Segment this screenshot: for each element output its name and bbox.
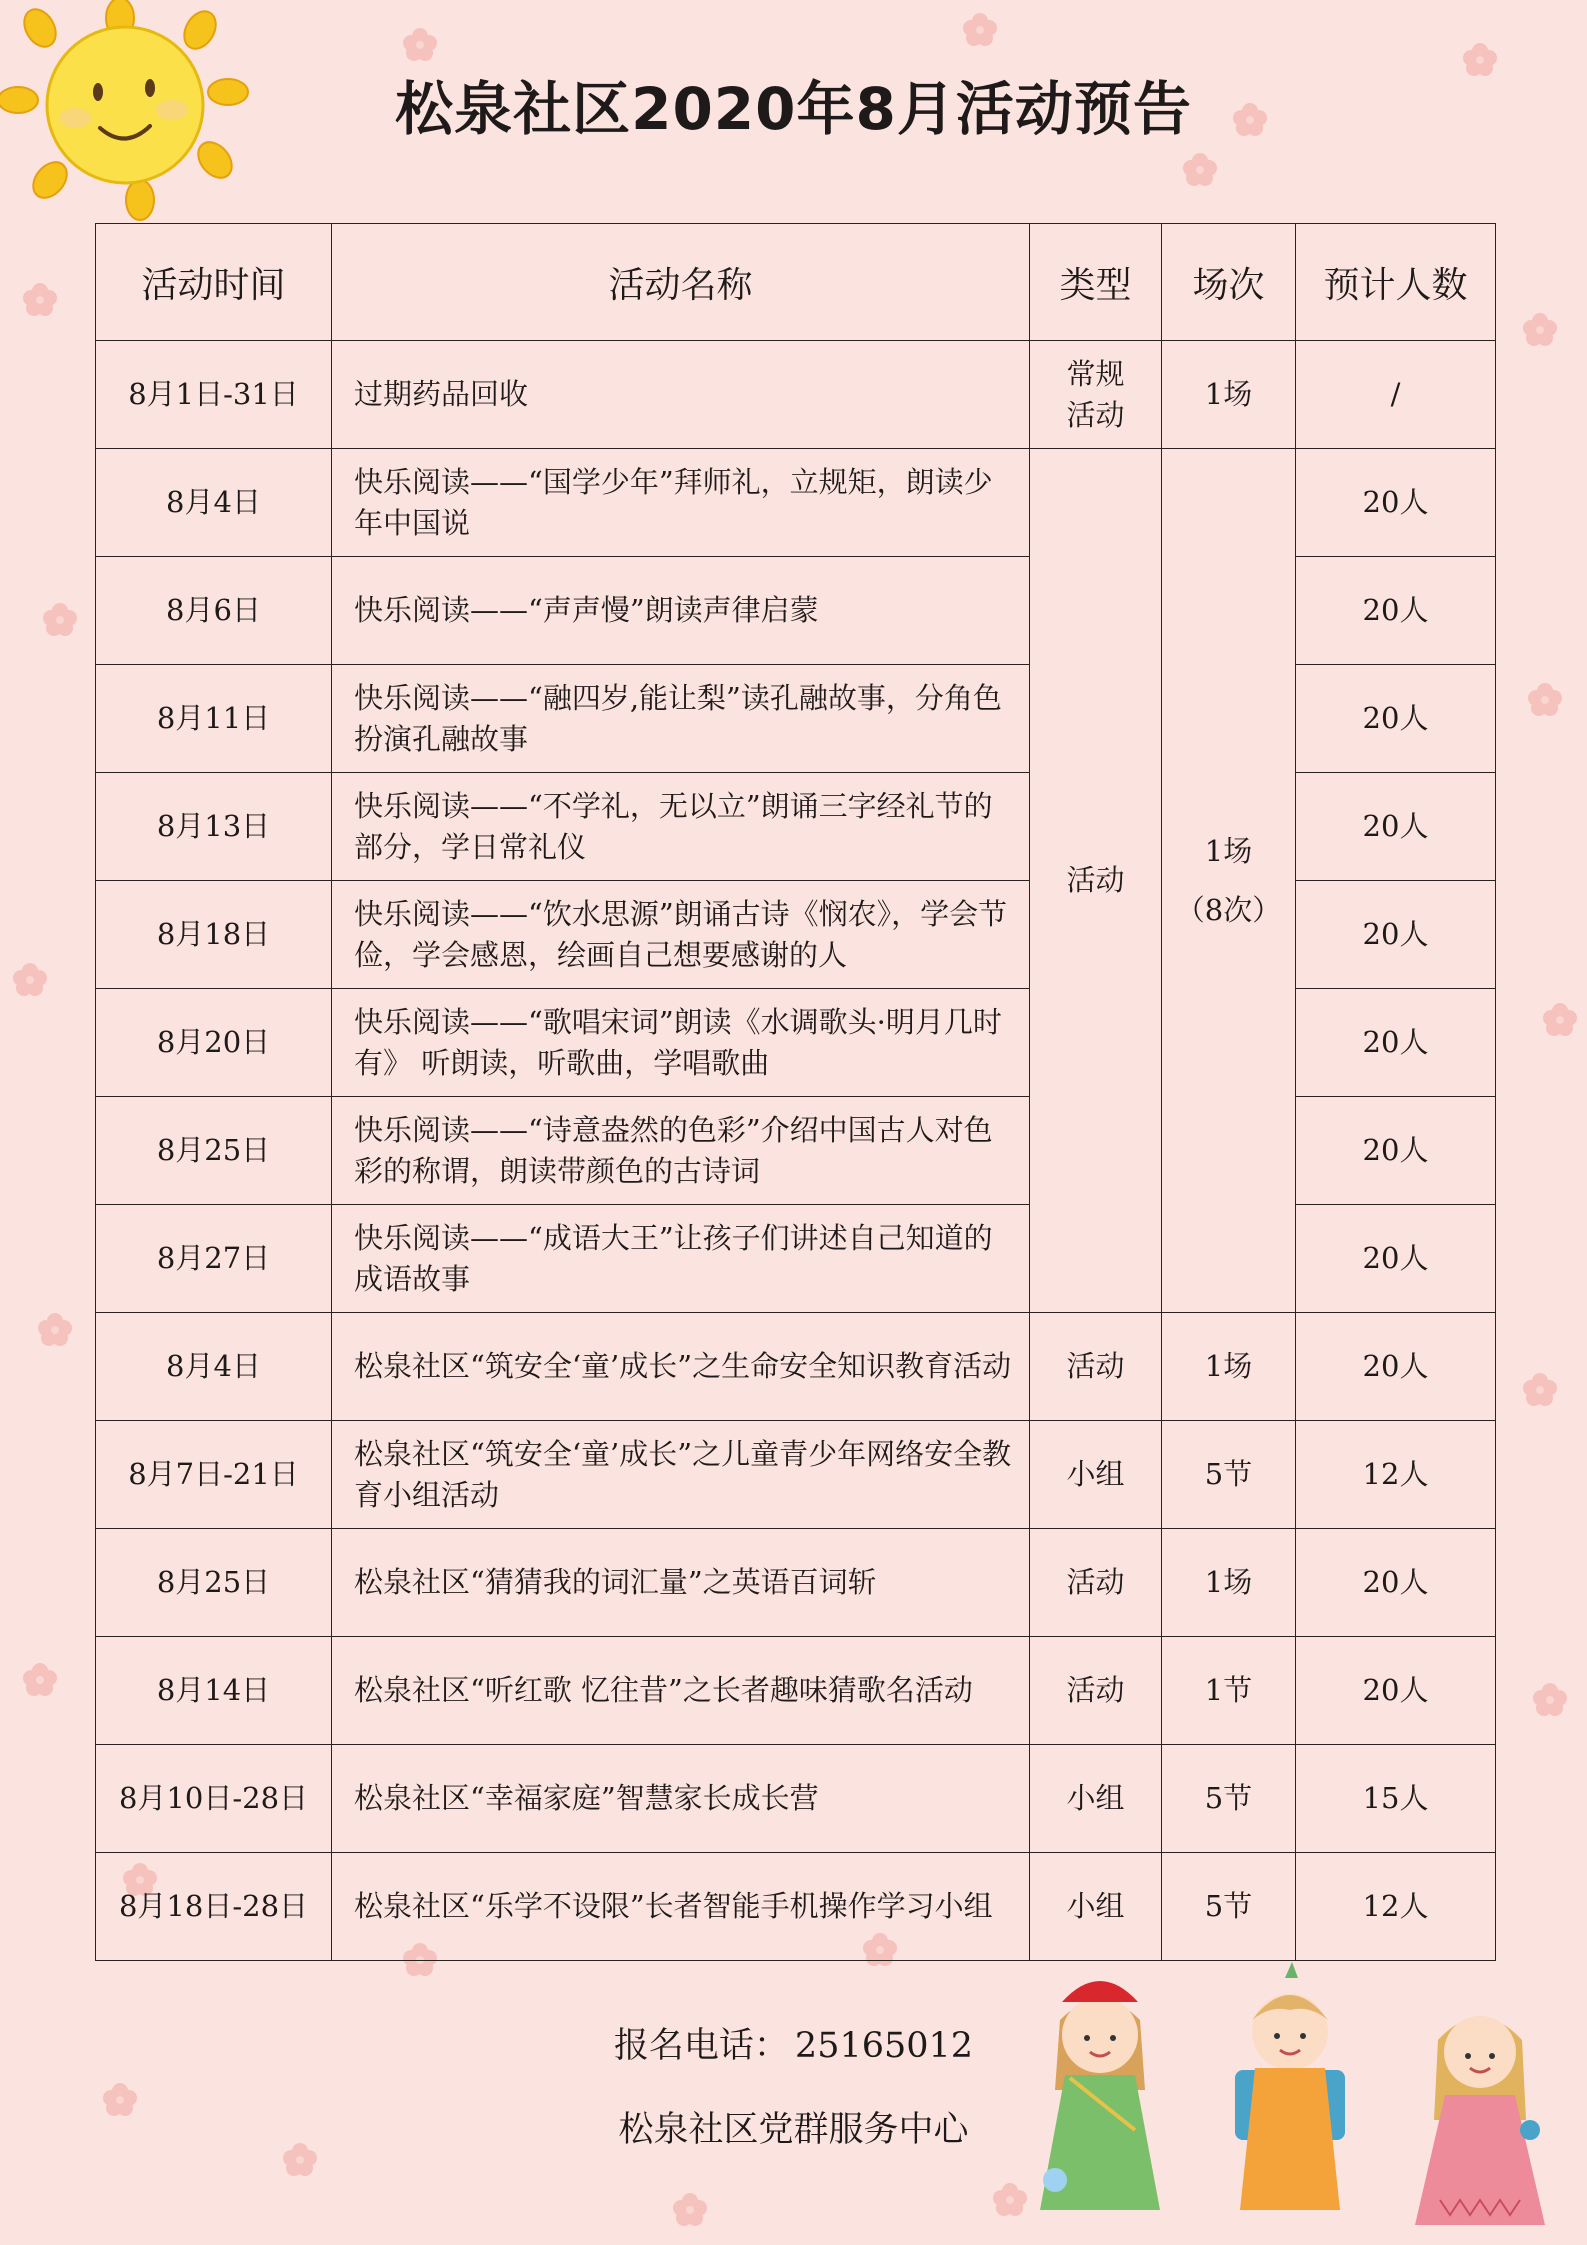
column-header-time: 活动时间 [96,224,332,341]
cell-sessions: 5节 [1162,1853,1296,1961]
column-header-sessions: 场次 [1162,224,1296,341]
table-row [96,449,1496,557]
cell-expected: 20人 [1296,1097,1496,1205]
cell-sessions: 5节 [1162,1421,1296,1529]
cell-expected: 20人 [1296,1313,1496,1421]
cell-time: 8月18日-28日 [96,1853,332,1961]
cell-time: 8月20日 [96,989,332,1097]
cell-name: 快乐阅读——“饮水思源”朗诵古诗《悯农》，学会节俭，学会感恩，绘画自己想要感谢的人 [332,881,1030,989]
cell-name: 快乐阅读——“歌唱宋词”朗读《水调歌头·明月几时有》 听朗读，听歌曲，学唱歌曲 [332,989,1030,1097]
cell-expected: 20人 [1296,1529,1496,1637]
cell-sessions: 1场 [1162,1313,1296,1421]
cell-type: 小组 [1030,1421,1162,1529]
cell-time: 8月6日 [96,557,332,665]
cell-expected: 12人 [1296,1853,1496,1961]
cell-type-line: 活动 [1066,397,1125,432]
cell-expected: 20人 [1296,557,1496,665]
cell-type [1030,341,1162,449]
phone-number: 25165012 [794,2026,974,2066]
cell-sessions: 1场 [1162,1529,1296,1637]
cell-expected: 20人 [1296,665,1496,773]
activity-schedule-table [95,223,1496,1961]
cell-sessions-line: （8次） [1175,892,1282,927]
cell-name: 松泉社区“筑安全‘童’成长”之生命安全知识教育活动 [332,1313,1030,1421]
cell-expected: 20人 [1296,881,1496,989]
cell-type: 活动 [1030,1529,1162,1637]
cell-time: 8月10日-28日 [96,1745,332,1853]
cell-type: 活动 [1030,1637,1162,1745]
table-row [96,1745,1496,1853]
cell-sessions-merged [1162,449,1296,1313]
cell-name: 快乐阅读——“诗意盎然的色彩”介绍中国古人对色彩的称谓，朗读带颜色的古诗词 [332,1097,1030,1205]
cell-time: 8月14日 [96,1637,332,1745]
cell-name: 松泉社区“猜猜我的词汇量”之英语百词斩 [332,1529,1030,1637]
cell-type: 活动 [1030,1313,1162,1421]
cell-name: 快乐阅读——“融四岁,能让梨”读孔融故事，分角色扮演孔融故事 [332,665,1030,773]
table-row [96,1313,1496,1421]
cell-time: 8月4日 [96,1313,332,1421]
table-row [96,1637,1496,1745]
cell-time: 8月13日 [96,773,332,881]
cell-type: 小组 [1030,1853,1162,1961]
table-header-row [96,224,1496,341]
cell-sessions-line: 1场 [1204,833,1253,868]
cell-time: 8月25日 [96,1529,332,1637]
table-row [96,1529,1496,1637]
cell-name: 松泉社区“筑安全‘童’成长”之儿童青少年网络安全教育小组活动 [332,1421,1030,1529]
cell-time: 8月25日 [96,1097,332,1205]
cell-name: 松泉社区“幸福家庭”智慧家长成长营 [332,1745,1030,1853]
page-title: 松泉社区2020年8月活动预告 [395,75,1192,143]
cell-name: 快乐阅读——“国学少年”拜师礼，立规矩，朗读少年中国说 [332,449,1030,557]
cell-name: 快乐阅读——“不学礼，无以立”朗诵三字经礼节的部分，学日常礼仪 [332,773,1030,881]
table-row [96,1421,1496,1529]
cell-expected: 20人 [1296,989,1496,1097]
cell-name: 松泉社区“听红歌 忆往昔”之长者趣味猜歌名活动 [332,1637,1030,1745]
cell-time: 8月27日 [96,1205,332,1313]
cell-time: 8月11日 [96,665,332,773]
cell-sessions: 1场 [1162,341,1296,449]
cell-expected: 20人 [1296,1205,1496,1313]
cell-expected: 20人 [1296,1637,1496,1745]
cell-type: 小组 [1030,1745,1162,1853]
cell-name: 松泉社区“乐学不设限”长者智能手机操作学习小组 [332,1853,1030,1961]
cell-time: 8月18日 [96,881,332,989]
table-row [96,1853,1496,1961]
cell-type-merged: 活动 [1030,449,1162,1313]
column-header-name: 活动名称 [332,224,1030,341]
organization-name: 松泉社区党群服务中心 [618,2110,969,2150]
cell-sessions: 5节 [1162,1745,1296,1853]
cell-expected: 20人 [1296,773,1496,881]
cell-name: 快乐阅读——“成语大王”让孩子们讲述自己知道的成语故事 [332,1205,1030,1313]
cell-name: 过期药品回收 [332,341,1030,449]
cell-expected: 20人 [1296,449,1496,557]
cell-time: 8月1日-31日 [96,341,332,449]
cell-name: 快乐阅读——“声声慢”朗读声律启蒙 [332,557,1030,665]
column-header-type: 类型 [1030,224,1162,341]
table-row [96,341,1496,449]
cell-time: 8月7日-21日 [96,1421,332,1529]
cell-sessions: 1节 [1162,1637,1296,1745]
phone-label: 报名电话： [613,2026,789,2066]
cell-type-line: 常规 [1066,356,1125,391]
cell-expected: / [1296,341,1496,449]
cell-time: 8月4日 [96,449,332,557]
registration-phone [0,2018,1587,2068]
cell-expected: 12人 [1296,1421,1496,1529]
column-header-expected: 预计人数 [1296,224,1496,341]
cell-expected: 15人 [1296,1745,1496,1853]
